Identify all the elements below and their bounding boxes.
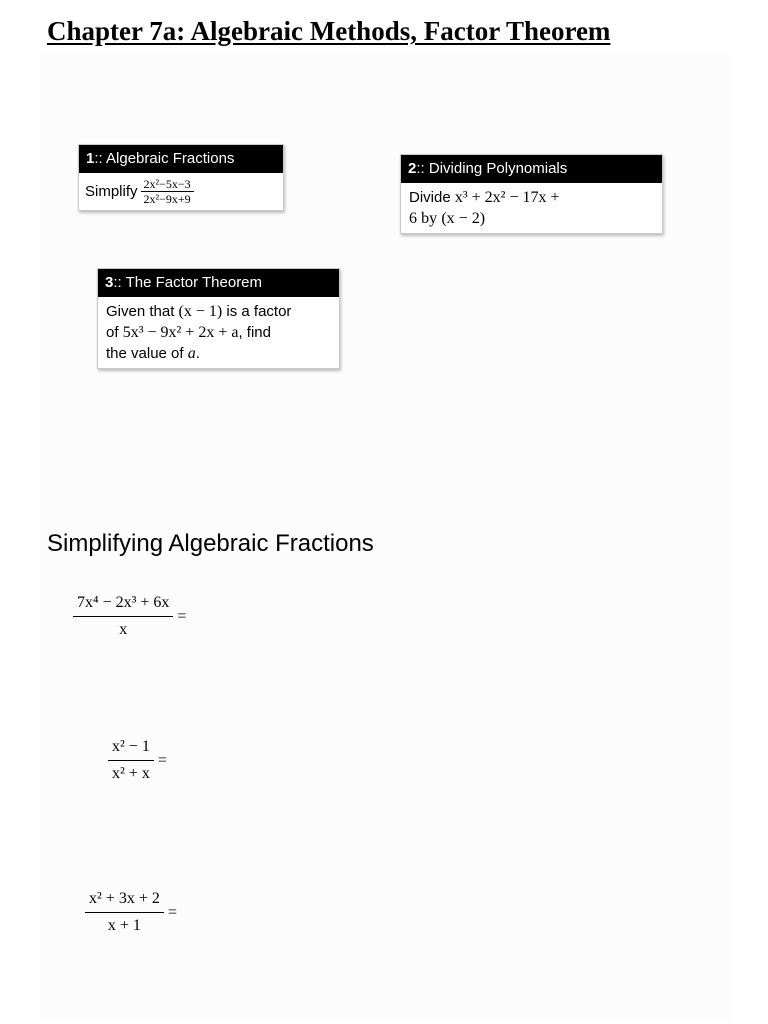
fraction-denominator: x + 1 <box>107 917 141 934</box>
card-line <box>409 187 654 208</box>
card-text: . <box>195 345 200 362</box>
card-text: by <box>421 210 438 227</box>
math-expression: 6 <box>409 210 417 227</box>
section-title: Simplifying Algebraic Fractions <box>47 530 374 557</box>
card-dividing-polynomials <box>400 154 663 234</box>
fraction-numerator: 7x⁴ − 2x³ + 6x <box>73 593 173 617</box>
page-title: Chapter 7a: Algebraic Methods, Factor Theorem <box>47 16 611 46</box>
fraction-numerator: x² − 1 <box>108 737 154 761</box>
fraction <box>85 889 164 936</box>
card-text: Divide <box>409 189 451 206</box>
fraction <box>73 593 173 640</box>
fraction-numerator: x² + 3x + 2 <box>85 889 164 913</box>
math-expression: 5x³ − 9x² + 2x + a <box>122 324 239 341</box>
fraction-denominator: x <box>119 621 128 638</box>
card-number: 2 <box>408 160 417 177</box>
math-expression: x³ + 2x² − 17x + <box>454 189 560 206</box>
expression-2 <box>108 737 167 784</box>
card-number: 3 <box>105 274 114 291</box>
card-algebraic-fractions <box>78 144 284 211</box>
card-body <box>79 173 283 210</box>
card-heading: The Factor Theorem <box>125 274 263 291</box>
fraction-denominator: 2x²−9x+9 <box>143 192 191 206</box>
card-header <box>401 155 662 183</box>
card-header <box>98 269 339 297</box>
fraction <box>141 177 194 206</box>
math-expression: (x − 2) <box>441 210 486 227</box>
card-number: 1 <box>86 150 95 167</box>
card-text: of <box>106 324 119 341</box>
card-line <box>106 343 331 364</box>
card-body <box>401 183 662 233</box>
math-expression: (x − 1) <box>178 303 223 320</box>
card-separator: :: <box>416 160 429 177</box>
card-line <box>106 301 331 322</box>
card-text: Given that <box>106 303 175 320</box>
math-expression: a <box>187 345 196 362</box>
card-text: , find <box>238 324 271 341</box>
card-header <box>79 145 283 173</box>
card-text: is a factor <box>226 303 292 320</box>
card-separator: :: <box>94 150 107 167</box>
card-prompt: Simplify <box>85 183 138 200</box>
fraction <box>108 737 154 784</box>
card-line <box>106 322 331 343</box>
card-separator: :: <box>113 274 126 291</box>
fraction-denominator: x² + x <box>112 765 150 782</box>
card-text: the value of <box>106 345 184 362</box>
card-line <box>409 208 654 229</box>
card-heading: Dividing Polynomials <box>428 160 568 177</box>
card-heading: Algebraic Fractions <box>106 150 235 167</box>
expression-1 <box>73 593 186 640</box>
equals-sign: = <box>177 607 187 625</box>
expression-3 <box>85 889 177 936</box>
card-factor-theorem <box>97 268 340 369</box>
fraction-numerator: 2x²−5x−3 <box>141 177 194 192</box>
card-body <box>98 297 339 368</box>
equals-sign: = <box>167 903 177 921</box>
equals-sign: = <box>157 751 167 769</box>
